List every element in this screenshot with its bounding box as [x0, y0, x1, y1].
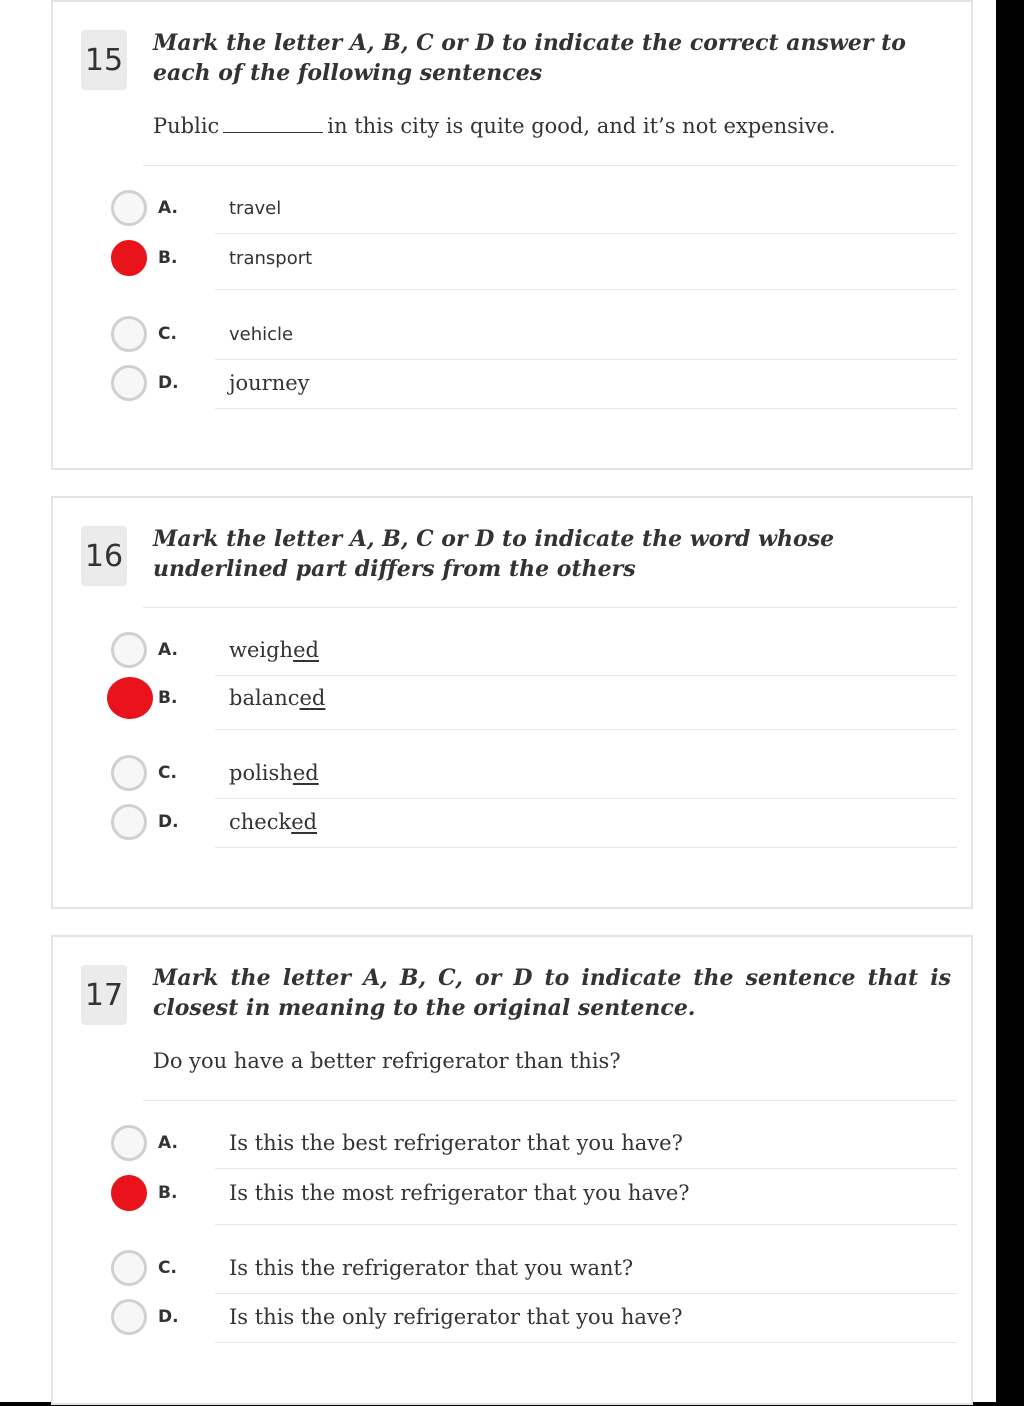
divider [215, 359, 957, 360]
underlined-part: ed [291, 810, 318, 834]
radio-button[interactable] [111, 1299, 147, 1335]
option-d[interactable] [53, 802, 957, 848]
option-text [229, 810, 317, 834]
divider [215, 233, 957, 234]
word-stem: polish [229, 761, 293, 785]
divider [215, 798, 957, 799]
question-number: 17 [81, 965, 127, 1025]
underlined-part: ed [299, 686, 326, 710]
option-b[interactable] [53, 1173, 957, 1219]
option-b[interactable] [53, 238, 957, 284]
option-letter: A. [158, 640, 178, 660]
radio-button[interactable] [111, 755, 147, 791]
option-letter: C. [158, 1258, 177, 1278]
option-c[interactable] [53, 1248, 957, 1294]
option-text [229, 761, 319, 785]
radio-button[interactable] [111, 632, 147, 668]
option-d[interactable] [53, 363, 957, 409]
question-card-16 [51, 496, 973, 909]
option-text: Is this the best refrigerator that you have? [229, 1131, 683, 1155]
question-stem [153, 114, 836, 138]
divider [215, 729, 957, 730]
option-c[interactable] [53, 753, 957, 799]
option-a[interactable] [53, 188, 957, 234]
option-a[interactable] [53, 630, 957, 676]
radio-button-selected[interactable] [107, 677, 153, 719]
option-text: travel [229, 198, 282, 219]
divider [215, 1224, 957, 1225]
question-instruction: Mark the letter A, B, C or D to indicate the word whose underlined part differs from the others [153, 526, 835, 582]
question-stem: Do you have a better refrigerator than this? [153, 1049, 621, 1073]
divider [215, 1293, 957, 1294]
radio-button[interactable] [111, 804, 147, 840]
radio-button[interactable] [111, 1125, 147, 1161]
option-text: transport [229, 248, 313, 269]
option-text: Is this the most refrigerator that you have? [229, 1181, 690, 1205]
option-letter: D. [158, 812, 179, 832]
option-letter: B. [158, 1183, 178, 1203]
divider [215, 675, 957, 676]
divider [215, 1168, 957, 1169]
radio-button[interactable] [111, 365, 147, 401]
word-stem: weigh [229, 638, 294, 662]
question-number: 16 [81, 526, 127, 586]
divider [143, 165, 957, 166]
option-letter: B. [158, 248, 178, 268]
option-c[interactable] [53, 314, 957, 360]
option-a[interactable] [53, 1123, 957, 1169]
underlined-part: ed [293, 638, 319, 662]
option-text [229, 686, 325, 710]
radio-button[interactable] [111, 316, 147, 352]
option-text: Is this the only refrigerator that you have? [229, 1305, 683, 1329]
divider [215, 1342, 957, 1343]
option-text: Is this the refrigerator that you want? [229, 1256, 634, 1280]
option-letter: A. [158, 198, 178, 218]
radio-button[interactable] [111, 1250, 147, 1286]
underlined-part: ed [292, 761, 319, 785]
divider [143, 607, 957, 608]
option-b[interactable] [53, 678, 957, 724]
question-instruction: Mark the letter A, B, C or D to indicate the correct answer to each of the following sentences [153, 30, 906, 86]
radio-button-selected[interactable] [111, 1175, 147, 1211]
option-letter: C. [158, 763, 177, 783]
answer-blank [223, 116, 323, 133]
option-letter: D. [158, 1307, 179, 1327]
option-letter: B. [158, 688, 178, 708]
radio-button[interactable] [111, 190, 147, 226]
option-text: vehicle [229, 324, 294, 345]
option-letter: D. [158, 373, 179, 393]
option-d[interactable] [53, 1297, 957, 1343]
question-card-17 [51, 935, 973, 1405]
word-stem: check [229, 810, 292, 834]
option-letter: C. [158, 324, 177, 344]
stem-after: in this city is quite good, and it’s not expensive. [327, 114, 836, 138]
word-stem: balanc [229, 686, 300, 710]
divider [143, 1100, 957, 1101]
question-card-15 [51, 0, 973, 470]
radio-button-selected[interactable] [111, 240, 147, 276]
divider [215, 289, 957, 290]
stem-before: Public [153, 114, 220, 138]
divider [215, 847, 957, 848]
option-text [229, 638, 319, 662]
question-number: 15 [81, 30, 127, 90]
option-letter: A. [158, 1133, 178, 1153]
option-text: journey [229, 371, 310, 395]
divider [215, 408, 957, 409]
question-instruction: Mark the letter A, B, C, or D to indicate the sentence that is closest in meaning to the original sentence. [153, 965, 951, 1021]
